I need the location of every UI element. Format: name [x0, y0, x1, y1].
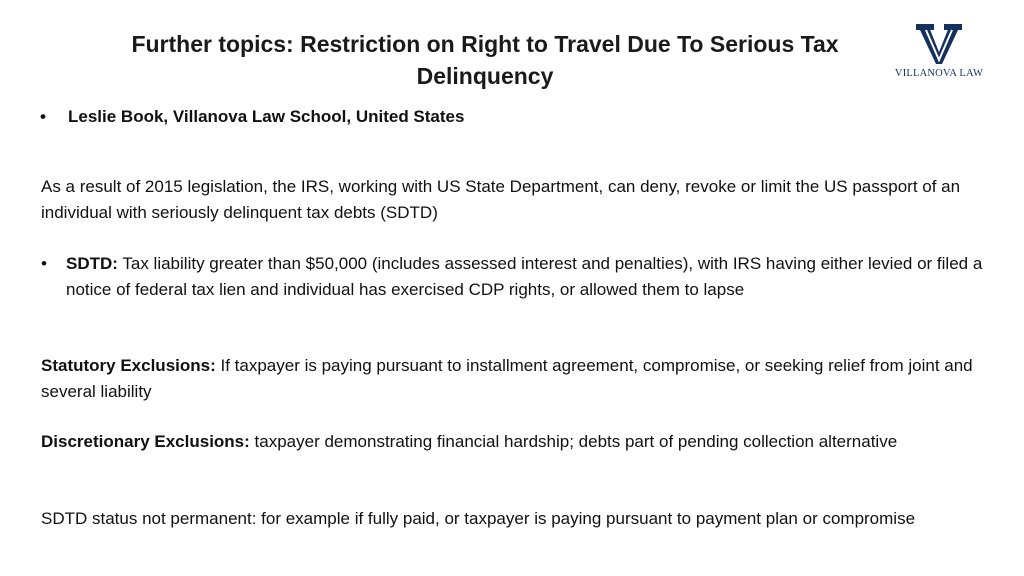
- sdtd-definition: [41, 251, 986, 302]
- bullet: •: [41, 254, 47, 273]
- villanova-law-logo: [893, 22, 985, 79]
- villanova-v-shield-icon: [914, 22, 964, 66]
- discretionary-text: taxpayer demonstrating financial hardship; debts part of pending collection alternative: [249, 432, 898, 451]
- sdtd-label: SDTD:: [66, 254, 118, 273]
- intro-paragraph: As a result of 2015 legislation, the IRS, working with US State Department, can deny, revoke or limit the US passport of an individual with seriously delinquent tax debts (SDTD): [41, 177, 961, 222]
- bullet: •: [40, 107, 46, 126]
- sdtd-status-note: SDTD status not permanent: for example if fully paid, or taxpayer is paying pursuant to payment plan or compromise: [41, 509, 916, 528]
- statutory-exclusions: [41, 353, 986, 404]
- statutory-label: Statutory Exclusions:: [41, 356, 216, 375]
- logo-text: VILLANOVA LAW: [894, 68, 984, 79]
- discretionary-label: Discretionary Exclusions:: [41, 432, 250, 451]
- author-line: [40, 106, 464, 128]
- sdtd-text: Tax liability greater than $50,000 (includes assessed interest and penalties), with IRS having either levied or filed a notice of federal tax lien and individual has exercised CDP rights, or allowed them to lapse: [66, 254, 983, 299]
- statutory-text: If taxpayer is paying pursuant to installment agreement, compromise, or seeking relief from joint and several liability: [41, 356, 973, 401]
- slide-title: Further topics: Restriction on Right to Travel Due To Serious Tax Delinquency: [131, 31, 839, 89]
- author-text: Leslie Book, Villanova Law School, United States: [68, 107, 465, 126]
- discretionary-exclusions: [41, 429, 986, 455]
